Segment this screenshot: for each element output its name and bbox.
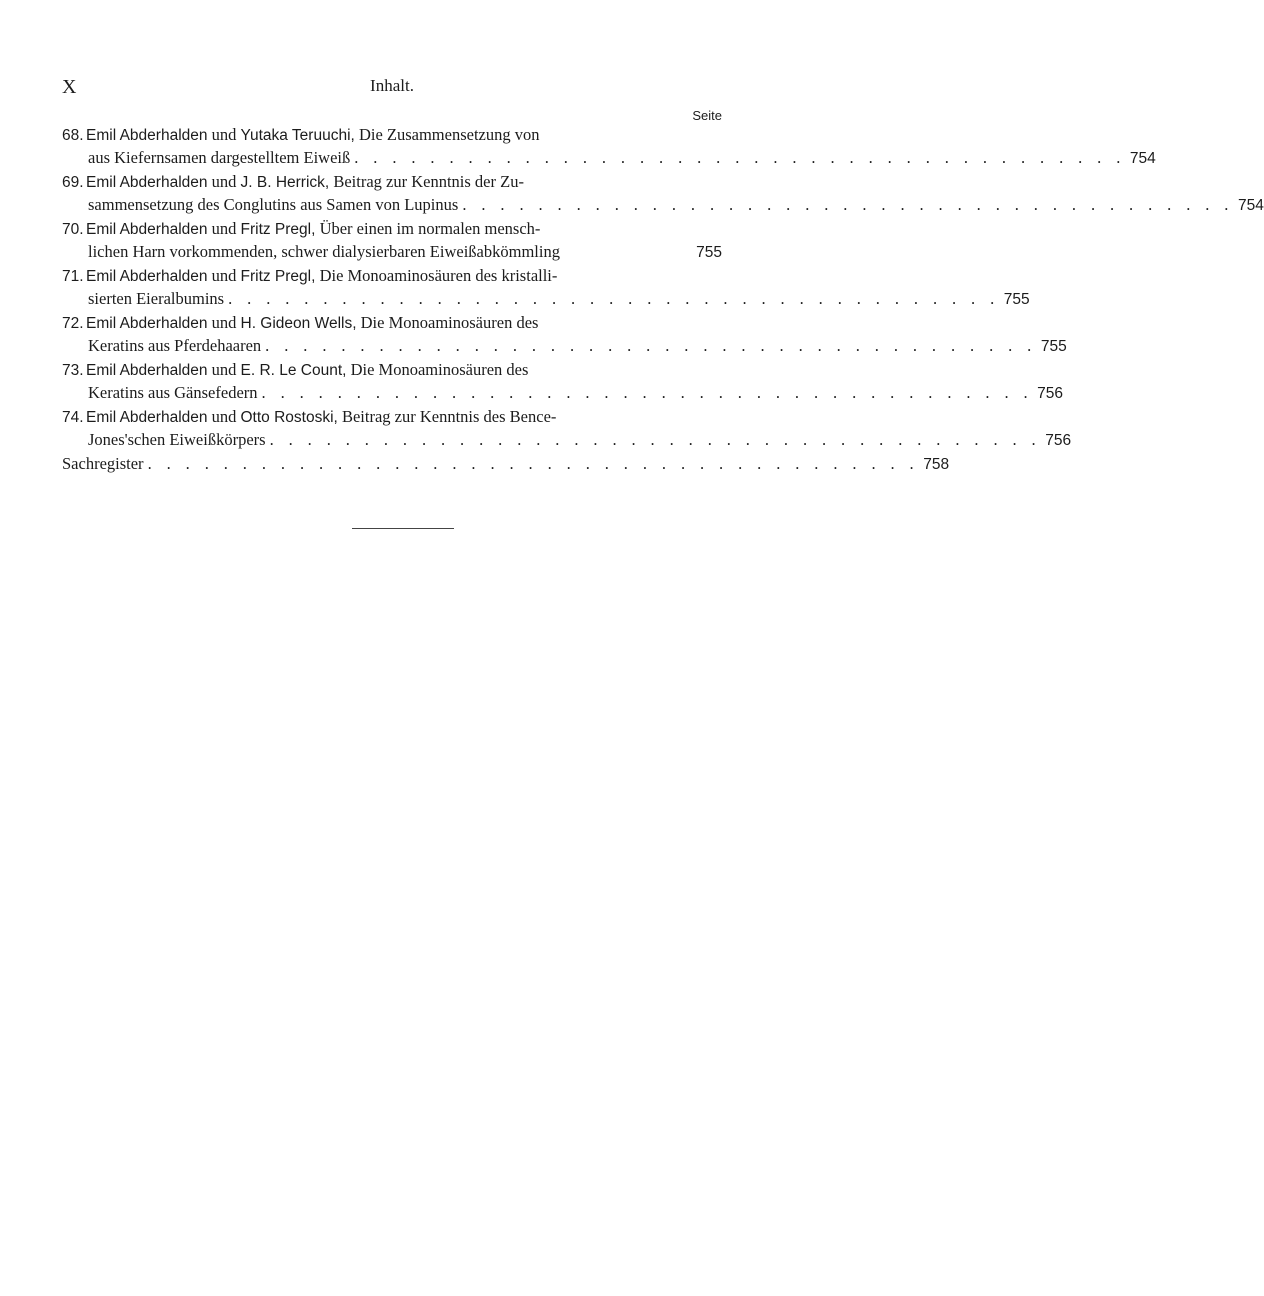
- entry-title-start: Beitrag zur Kenntnis der Zu-: [329, 172, 524, 191]
- leader-dots: . . . . . . . . . . . . . . . . . . . . . . . . . . . . . . . . . . . . . . . . .: [354, 147, 1126, 167]
- entry-author: Emil Abderhalden: [86, 268, 208, 285]
- entry-author: Emil Abderhalden: [86, 221, 208, 238]
- entry-number: 74.: [62, 409, 84, 426]
- entry-title-start: Die Monoaminosäuren des: [356, 313, 539, 332]
- entry-page: 755: [696, 243, 722, 261]
- entry-connector: und: [207, 360, 241, 379]
- entry-author: Emil Abderhalden: [86, 362, 208, 379]
- sachregister-page: 758: [923, 456, 950, 473]
- entry-number: 73.: [62, 362, 84, 379]
- entry-title-end: Keratins aus Gänsefedern: [88, 382, 258, 402]
- entry-title-end: Keratins aus Pferdehaaren: [88, 335, 262, 355]
- toc-entry-69: [62, 171, 1264, 216]
- entry-connector: und: [207, 407, 241, 426]
- toc-entry-70: [62, 218, 722, 263]
- entry-page: 754: [1129, 149, 1156, 167]
- end-rule: [352, 528, 454, 529]
- entry-coauthor: Fritz Pregl,: [240, 268, 316, 285]
- entry-title-start: Über einen im normalen mensch-: [315, 219, 541, 238]
- table-of-contents: [62, 124, 1264, 476]
- entry-coauthor: Fritz Pregl,: [240, 221, 316, 238]
- entry-number: 71.: [62, 268, 84, 285]
- entry-coauthor: H. Gideon Wells,: [240, 315, 357, 332]
- entry-author: Emil Abderhalden: [86, 127, 208, 144]
- entry-title-start: Die Zusammensetzung von: [354, 125, 540, 144]
- entry-author: Emil Abderhalden: [86, 174, 208, 191]
- entry-page: 755: [1040, 337, 1067, 355]
- toc-page: [62, 0, 1264, 1296]
- page-header: [62, 76, 722, 106]
- entry-title-end: sammensetzung des Conglutins aus Samen von Lupinus: [88, 194, 459, 214]
- toc-entry-sachregister: [62, 453, 950, 476]
- toc-entry-72: [62, 312, 1067, 357]
- entry-connector: und: [207, 266, 241, 285]
- entry-page: 756: [1045, 431, 1072, 449]
- toc-entry-74: [62, 406, 1072, 451]
- entry-connector: und: [207, 219, 241, 238]
- entry-connector: und: [207, 172, 241, 191]
- page-column-label: Seite: [692, 108, 722, 123]
- toc-entry-71: [62, 265, 1030, 310]
- entry-coauthor: J. B. Herrick,: [240, 174, 330, 191]
- leader-dots: . . . . . . . . . . . . . . . . . . . . . . . . . . . . . . . . . . . . . . . . .: [261, 382, 1034, 402]
- entry-connector: und: [207, 313, 241, 332]
- entry-coauthor: Yutaka Teruuchi,: [240, 127, 355, 144]
- entry-title-end: aus Kiefernsamen dargestelltem Eiweiß: [88, 147, 351, 167]
- leader-dots: . . . . . . . . . . . . . . . . . . . . . . . . . . . . . . . . . . . . . . . . .: [462, 194, 1234, 214]
- entry-title-end: lichen Harn vorkommenden, schwer dialysierbaren Eiweißabkömmling: [88, 241, 560, 261]
- entry-coauthor: E. R. Le Count,: [240, 362, 347, 379]
- entry-title-end: Jones'schen Eiweißkörpers: [88, 429, 266, 449]
- toc-entry-73: [62, 359, 1064, 404]
- entry-number: 70.: [62, 221, 84, 238]
- entry-author: Emil Abderhalden: [86, 409, 208, 426]
- entry-title-end: sierten Eieralbumins: [88, 288, 225, 308]
- entry-page: 754: [1237, 196, 1264, 214]
- leader-dots: . . . . . . . . . . . . . . . . . . . . . . . . . . . . . . . . . . . . . . . . .: [147, 454, 920, 473]
- entry-number: 69.: [62, 174, 84, 191]
- leader-dots: . . . . . . . . . . . . . . . . . . . . . . . . . . . . . . . . . . . . . . . . .: [228, 288, 1000, 308]
- entry-page: 756: [1037, 384, 1064, 402]
- entry-coauthor: Otto Rostoski,: [240, 409, 338, 426]
- entry-author: Emil Abderhalden: [86, 315, 208, 332]
- entry-number: 72.: [62, 315, 84, 332]
- entry-connector: und: [207, 125, 241, 144]
- sachregister-label: Sachregister: [62, 454, 144, 473]
- entry-title-start: Beitrag zur Kenntnis des Bence-: [337, 407, 557, 426]
- leader-dots: . . . . . . . . . . . . . . . . . . . . . . . . . . . . . . . . . . . . . . . . .: [269, 429, 1042, 449]
- entry-number: 68.: [62, 127, 84, 144]
- entry-page: 755: [1003, 290, 1030, 308]
- entry-title-start: Die Monoaminosäuren des: [346, 360, 529, 379]
- leader-dots: . . . . . . . . . . . . . . . . . . . . . . . . . . . . . . . . . . . . . . . . .: [265, 335, 1037, 355]
- page-title: Inhalt.: [370, 76, 414, 95]
- toc-entry-68: [62, 124, 1156, 169]
- page-number-roman: X: [62, 76, 78, 98]
- entry-title-start: Die Monoaminosäuren des kristalli-: [315, 266, 558, 285]
